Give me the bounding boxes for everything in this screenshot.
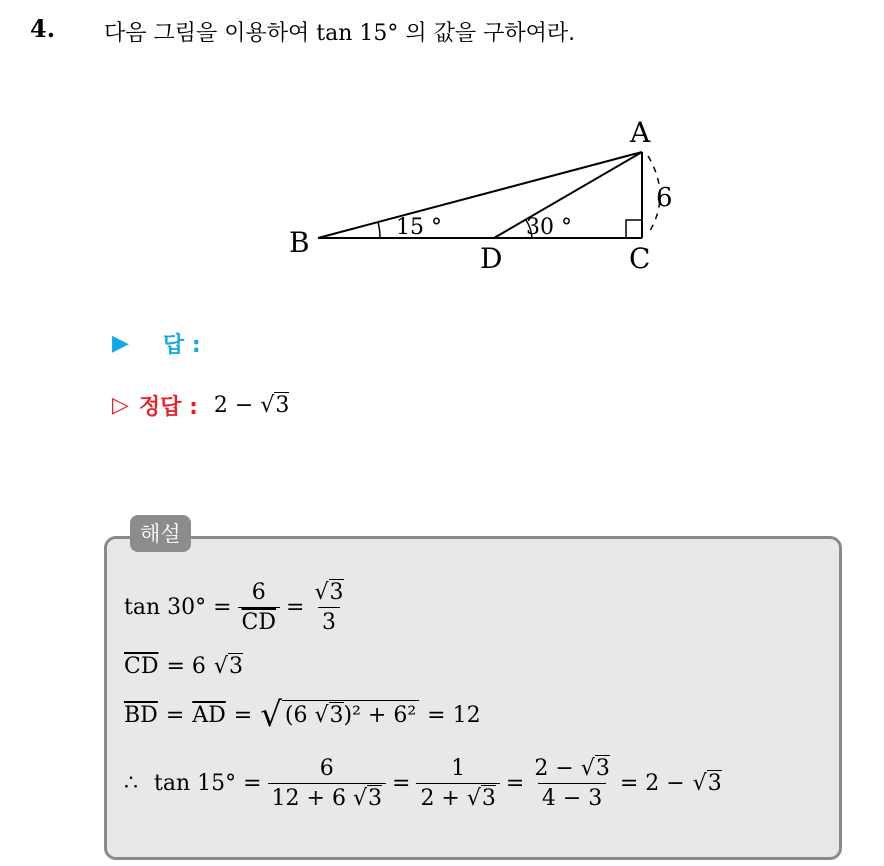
line4-f1-den-pre: 12 + 6 [271, 786, 346, 811]
correct-answer-label: 정답 : [138, 395, 198, 420]
line4-eq1: = [392, 771, 411, 796]
line1-f1-num: 6 [251, 580, 266, 605]
line4-f1-den-radicand: 3 [368, 786, 382, 811]
line3-big-sqrt: √ (6 √3)² + 6² [260, 700, 419, 730]
line4-therefore: ∴ [124, 771, 138, 796]
vertex-C-label: C [629, 242, 651, 275]
line3-inner-radicand: 3 [329, 703, 344, 728]
line4-f2-den-pre: 2 + [420, 786, 460, 811]
line4-f1-num: 6 [319, 756, 334, 781]
correct-answer-row [112, 390, 289, 421]
correct-answer-arrow-icon: ▷ [112, 393, 129, 418]
vertex-D-label: D [480, 242, 503, 275]
solution-line-4 [124, 756, 722, 811]
vertex-B-label: B [289, 226, 310, 259]
solution-tag: 해설 [130, 515, 191, 552]
solution-line-1 [124, 580, 354, 635]
correct-answer-radicand: 3 [275, 393, 290, 418]
correct-answer-value [214, 393, 289, 418]
angle-B-arc [378, 222, 380, 238]
line2-radicand: 3 [228, 654, 243, 679]
line4-fraction-2 [416, 756, 499, 811]
line4-lhs: tan 15° = [154, 771, 262, 796]
question-number: 4. [30, 14, 56, 43]
line4-rhs-radicand: 3 [707, 771, 722, 796]
line4-rhs-pre: = 2 − [619, 771, 685, 796]
line4-f3-num-radicand: 3 [595, 756, 610, 781]
line4-f3-den: 4 − 3 [538, 783, 606, 811]
line4-f3-num: 2 − √3 [534, 756, 610, 781]
right-angle-marker [626, 220, 642, 238]
line2-segment: $\overline{CD}$ [124, 654, 159, 679]
segment-AB [318, 152, 642, 238]
line4-fraction-1 [268, 756, 386, 811]
line3-eq1: = [165, 702, 185, 728]
correct-answer-sqrt: √3 [260, 393, 290, 418]
angle-B-label: 15 ° [396, 215, 442, 240]
line2-sqrt: √3 [213, 654, 243, 679]
line3-eq2: = [233, 702, 253, 728]
line4-f3-num-pre: 2 − [534, 756, 574, 781]
correct-answer-pre: 2 − [213, 393, 254, 418]
line1-eq: = [286, 595, 305, 620]
line3-segment-AD: $\overline{AD}$ [192, 702, 226, 728]
line1-fraction-1 [238, 580, 280, 635]
line4-rhs-sqrt: √3 [692, 771, 722, 796]
solution-line-2 [124, 654, 243, 679]
line4-f1-den: 12 + 6 √3 [268, 783, 386, 811]
line4-f2-num: 1 [451, 756, 466, 781]
angle-D-label: 30 ° [526, 215, 572, 240]
line4-fraction-3 [530, 756, 613, 811]
line1-f2-radicand: 3 [329, 580, 344, 605]
answer-label: 답 : [162, 333, 201, 358]
triangle-figure [0, 0, 884, 300]
answer-row [112, 328, 201, 359]
line4-f2-den-radicand: 3 [481, 786, 496, 811]
line4-eq2: = [505, 771, 525, 796]
answer-arrow-icon: ▶ [112, 331, 129, 356]
side-AC-length: 6 [656, 183, 673, 213]
question-text-math: tan 15° [316, 21, 399, 46]
line1-f2-den: 3 [318, 607, 340, 635]
vertex-A-label: A [630, 116, 651, 149]
line3-inner-pre: (6 [284, 703, 308, 728]
solution-line-3 [124, 695, 481, 735]
question-text-after: 의 값을 구하여라. [405, 21, 576, 46]
line1-lhs: tan 30° = [124, 595, 232, 620]
line2-rhs-pre: = 6 [166, 654, 206, 679]
line3-rhs: = 12 [427, 702, 481, 728]
line3-segment-BD: $\overline{BD}$ [124, 702, 158, 728]
line1-fraction-2 [310, 580, 347, 635]
line3-inner-post: )² + 6² [343, 703, 417, 728]
question-text-before: 다음 그림을 이용하여 [104, 21, 310, 46]
line1-f2-num: √3 [314, 580, 344, 605]
line1-f1-den: CD [238, 607, 280, 635]
line4-f2-den: 2 + √3 [416, 783, 499, 811]
